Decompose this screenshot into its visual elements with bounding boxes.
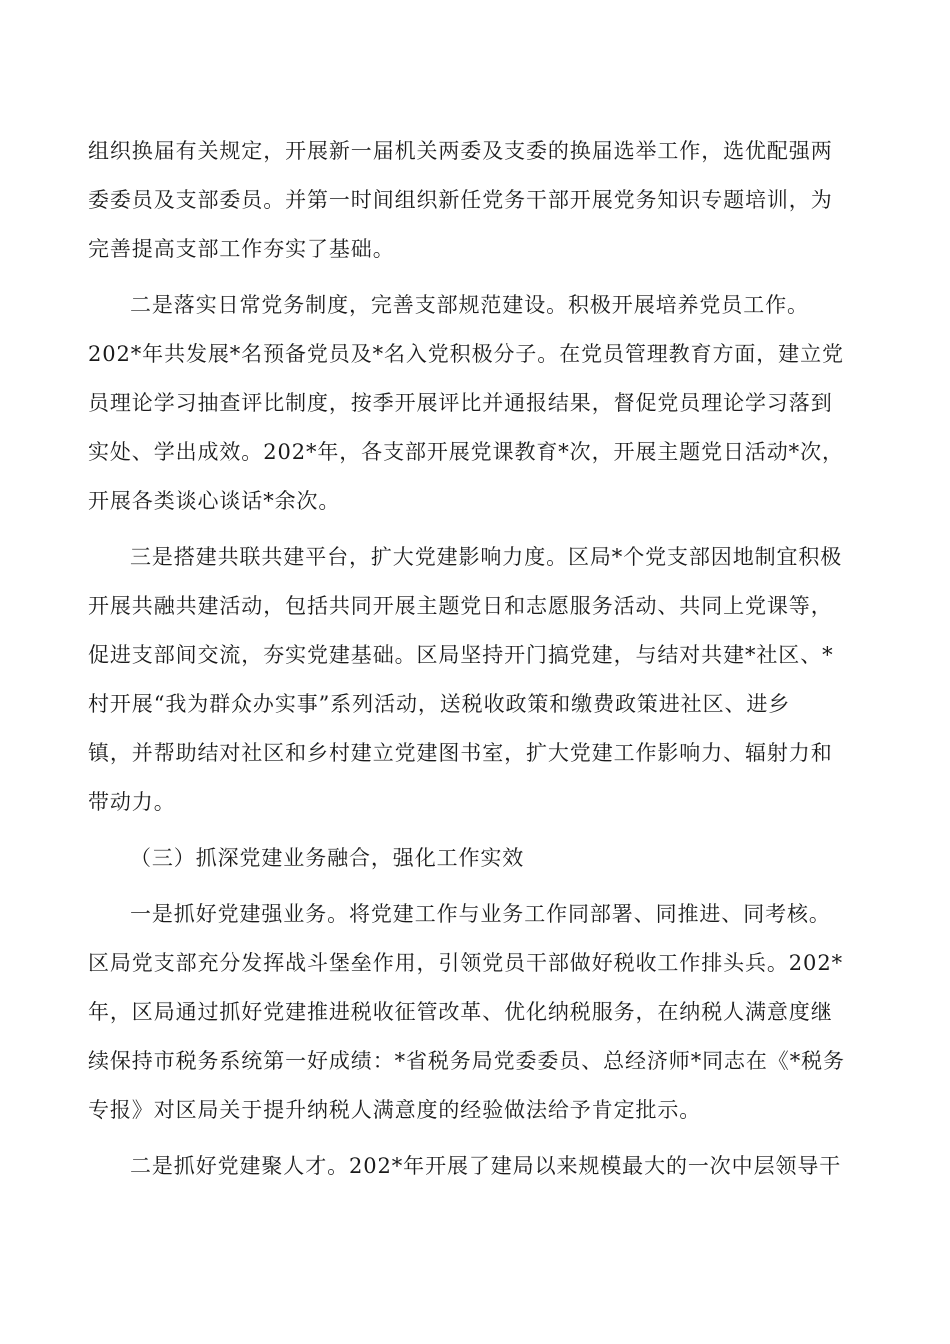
body-text-line: 续保持市税务系统第一好成绩：*省税务局党委委员、总经济师*同志在《*税务: [88, 1049, 845, 1073]
body-text-line: 二是抓好党建聚人才。202*年开展了建局以来规模最大的一次中层领导干: [130, 1154, 842, 1178]
body-text-line: 年，区局通过抓好党建推进税收征管改革、优化纳税服务，在纳税人满意度继: [88, 1000, 833, 1024]
section-heading: （三）抓深党建业务融合，强化工作实效: [130, 846, 525, 870]
body-text-line: 实处、学出成效。202*年，各支部开展党课教育*次，开展主题党日活动*次，: [88, 440, 844, 464]
body-text-line: 二是落实日常党务制度，完善支部规范建设。积极开展培养党员工作。: [130, 293, 809, 317]
body-text-line: 专报》对区局关于提升纳税人满意度的经验做法给予肯定批示。: [88, 1098, 702, 1122]
body-text-line: 区局党支部充分发挥战斗堡垒作用，引领党员干部做好税收工作排头兵。202*: [88, 951, 843, 975]
body-text-line: 镇，并帮助结对社区和乡村建立党建图书室，扩大党建工作影响力、辐射力和: [88, 741, 833, 765]
body-text-line: 完善提高支部工作夯实了基础。: [88, 237, 395, 261]
body-text-line: 组织换届有关规定，开展新一届机关两委及支委的换届选举工作，选优配强两: [88, 139, 833, 163]
body-text-line: 三是搭建共联共建平台，扩大党建影响力度。区局*个党支部因地制宜积极: [130, 545, 843, 569]
body-text-line: 员理论学习抽查评比制度，按季开展评比并通报结果，督促党员理论学习落到: [88, 391, 833, 415]
body-text-line: 一是抓好党建强业务。将党建工作与业务工作同部署、同推进、同考核。: [130, 902, 831, 926]
body-text-line: 开展共融共建活动，包括共同开展主题党日和志愿服务活动、共同上党课等，: [88, 594, 833, 618]
body-text-line: 202*年共发展*名预备党员及*名入党积极分子。在党员管理教育方面，建立党: [88, 342, 844, 366]
body-text-line: 委委员及支部委员。并第一时间组织新任党务干部开展党务知识专题培训，为: [88, 188, 833, 212]
body-text-line: 带动力。: [88, 790, 176, 814]
body-text-line: 促进支部间交流，夯实党建基础。区局坚持开门搞党建，与结对共建*社区、*: [88, 643, 834, 667]
body-text-line: 开展各类谈心谈话*余次。: [88, 489, 341, 513]
body-text-line: 村开展“我为群众办实事”系列活动，送税收政策和缴费政策进社区、进乡: [88, 692, 791, 716]
